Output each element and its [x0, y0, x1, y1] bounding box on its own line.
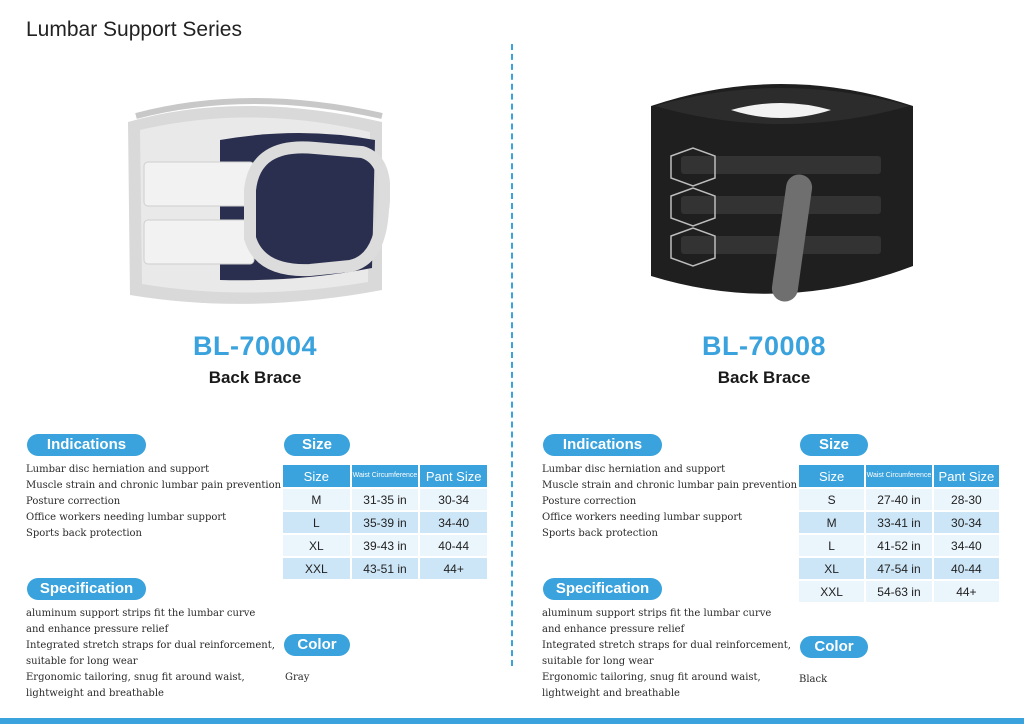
- table-row: [799, 535, 999, 556]
- table-cell: L: [799, 535, 864, 556]
- size-table: [797, 463, 1001, 604]
- indications-label: Indications: [27, 434, 146, 456]
- list-item: suitable for long wear: [26, 656, 138, 667]
- list-item: Integrated stretch straps for dual reinforcement,: [26, 640, 275, 651]
- list-item: and enhance pressure relief: [542, 624, 685, 635]
- table-cell: 40-44: [420, 535, 487, 556]
- list-item: lightweight and breathable: [542, 688, 680, 699]
- product-type: Back Brace: [717, 368, 811, 387]
- product-card-bl-70008: [516, 0, 1024, 718]
- bottom-accent-bar: [0, 718, 1024, 724]
- column-header: Pant Size: [934, 465, 999, 487]
- column-header: Pant Size: [420, 465, 487, 487]
- table-cell: XL: [799, 558, 864, 579]
- color-value: Gray: [285, 672, 310, 683]
- list-item: Muscle strain and chronic lumbar pain prevention: [542, 480, 798, 491]
- product-card-bl-70004: [0, 0, 512, 718]
- table-cell: XXL: [799, 581, 864, 602]
- table-cell: 33-41 in: [866, 512, 932, 533]
- column-header: Size: [283, 465, 350, 487]
- table-row: [283, 489, 487, 510]
- size-label: Size: [800, 434, 868, 456]
- list-item: suitable for long wear: [542, 656, 654, 667]
- list-item: Posture correction: [26, 496, 121, 507]
- color-value: Black: [799, 674, 828, 685]
- table-row: [283, 558, 487, 579]
- list-item: Ergonomic tailoring, snug fit around waist,: [542, 672, 761, 683]
- list-item: Posture correction: [542, 496, 637, 507]
- table-row: [799, 558, 999, 579]
- table-cell: 34-40: [934, 535, 999, 556]
- table-cell: 30-34: [934, 512, 999, 533]
- table-cell: M: [283, 489, 350, 510]
- list-item: Office workers needing lumbar support: [26, 512, 227, 523]
- table-cell: 27-40 in: [866, 489, 932, 510]
- list-item: Muscle strain and chronic lumbar pain prevention: [26, 480, 282, 491]
- list-item: Lumbar disc herniation and support: [542, 464, 726, 475]
- column-header: Waist Circumference: [352, 465, 419, 487]
- list-item: Sports back protection: [542, 528, 659, 539]
- table-cell: 40-44: [934, 558, 999, 579]
- color-label: Color: [284, 634, 350, 656]
- gray-back-brace-image: [100, 70, 390, 320]
- table-row: [283, 535, 487, 556]
- indications-list: [542, 462, 797, 542]
- table-cell: L: [283, 512, 350, 533]
- table-cell: 35-39 in: [352, 512, 419, 533]
- table-row: [799, 581, 999, 602]
- list-item: Office workers needing lumbar support: [542, 512, 743, 523]
- list-item: Integrated stretch straps for dual reinforcement,: [542, 640, 791, 651]
- specification-label: Specification: [27, 578, 146, 600]
- specification-list: [26, 606, 275, 702]
- table-cell: 54-63 in: [866, 581, 932, 602]
- list-item: aluminum support strips fit the lumbar curve: [542, 608, 772, 619]
- table-cell: 30-34: [420, 489, 487, 510]
- table-cell: S: [799, 489, 864, 510]
- column-header: Size: [799, 465, 864, 487]
- table-cell: 43-51 in: [352, 558, 419, 579]
- table-header-row: [283, 465, 487, 487]
- table-row: [283, 512, 487, 533]
- size-label: Size: [284, 434, 350, 456]
- product-model-number: BL-70008: [701, 331, 827, 361]
- product-type: Back Brace: [208, 368, 302, 387]
- product-model-number: BL-70004: [192, 331, 318, 361]
- list-item: aluminum support strips fit the lumbar curve: [26, 608, 256, 619]
- table-cell: XL: [283, 535, 350, 556]
- indications-label: Indications: [543, 434, 662, 456]
- table-cell: 47-54 in: [866, 558, 932, 579]
- table-cell: XXL: [283, 558, 350, 579]
- list-item: Lumbar disc herniation and support: [26, 464, 210, 475]
- column-header: Waist Circumference: [866, 465, 932, 487]
- specification-label: Specification: [543, 578, 662, 600]
- page-title: Lumbar Support Series: [26, 18, 242, 41]
- indications-list: [26, 462, 281, 542]
- table-cell: M: [799, 512, 864, 533]
- table-header-row: [799, 465, 999, 487]
- table-row: [799, 512, 999, 533]
- black-back-brace-image: [631, 66, 921, 316]
- list-item: and enhance pressure relief: [26, 624, 169, 635]
- table-cell: 28-30: [934, 489, 999, 510]
- table-cell: 34-40: [420, 512, 487, 533]
- list-item: lightweight and breathable: [26, 688, 164, 699]
- table-cell: 44+: [934, 581, 999, 602]
- table-row: [799, 489, 999, 510]
- table-cell: 44+: [420, 558, 487, 579]
- table-cell: 31-35 in: [352, 489, 419, 510]
- list-item: Ergonomic tailoring, snug fit around waist,: [26, 672, 245, 683]
- color-label: Color: [800, 636, 868, 658]
- size-table: [281, 463, 489, 581]
- list-item: Sports back protection: [26, 528, 143, 539]
- table-cell: 41-52 in: [866, 535, 932, 556]
- specification-list: [542, 606, 791, 702]
- table-cell: 39-43 in: [352, 535, 419, 556]
